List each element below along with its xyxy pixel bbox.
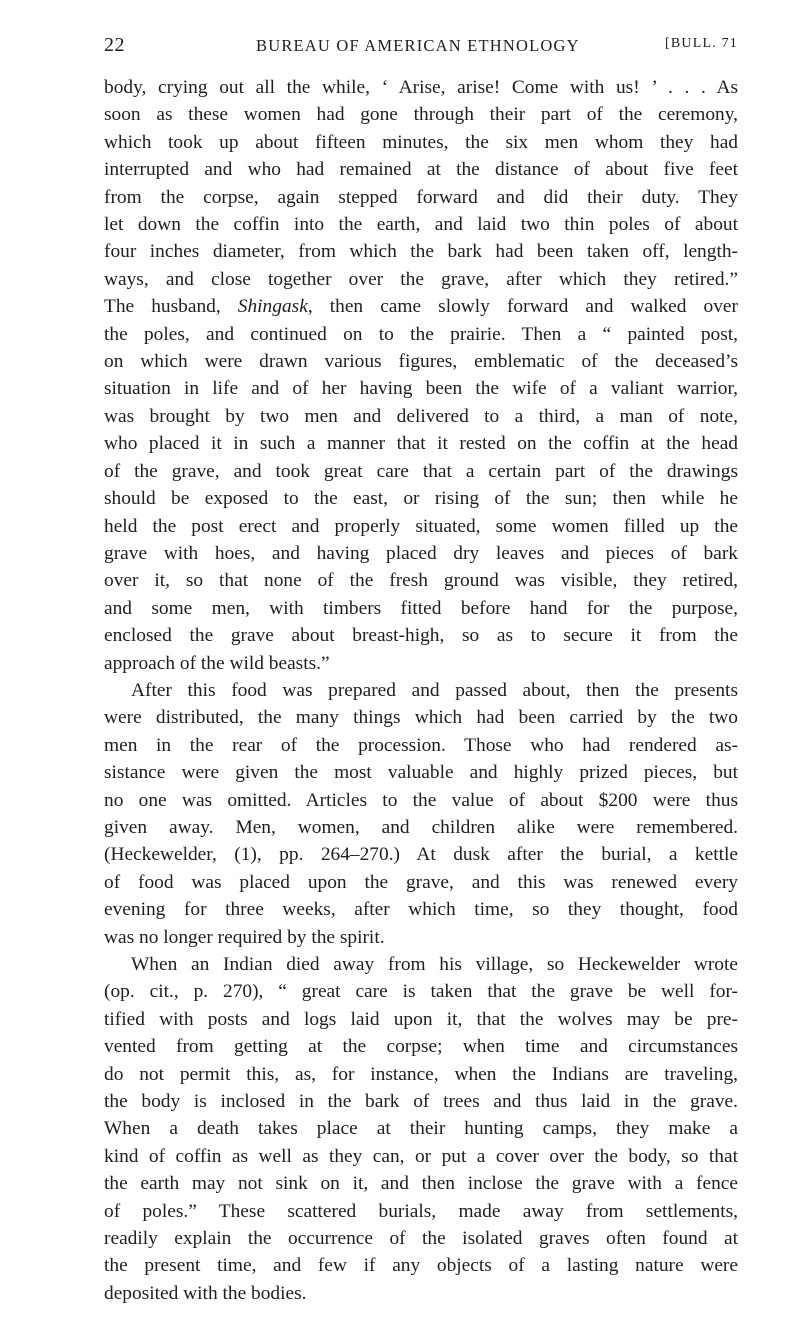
- text-line: over it, so that none of the fresh ground was visible, they retired,: [104, 570, 738, 592]
- text-line: no one was omitted. Articles to the value of about $200 were thus: [104, 789, 738, 811]
- paragraph-1: [104, 74, 738, 677]
- text-line: (op. cit., p. 270), “ great care is taken that the grave be well for-: [104, 981, 738, 1003]
- text-line: of the grave, and took great care that a certain part of the drawings: [104, 460, 738, 482]
- text-line: the earth may not sink on it, and then inclose the grave with a fence: [104, 1173, 738, 1195]
- text-line: When a death takes place at their hunting camps, they make a: [104, 1118, 738, 1140]
- text-line: When an Indian died away from his village, so Heckewelder wrote: [131, 954, 738, 975]
- text-line: (Heckewelder, (1), pp. 264–270.) At dusk after the burial, a kettle: [104, 844, 738, 866]
- text-line: given away. Men, women, and children alike were remembered.: [104, 816, 738, 838]
- text-line: let down the coffin into the earth, and laid two thin poles of about: [104, 214, 738, 236]
- text-line: of poles.” These scattered burials, made away from settlements,: [104, 1200, 738, 1222]
- text-line: grave with hoes, and having placed dry leaves and pieces of bark: [104, 542, 738, 564]
- text-line: on which were drawn various figures, emblematic of the deceased’s: [104, 351, 738, 373]
- body-text: [104, 74, 738, 1307]
- text-line: readily explain the occurrence of the isolated graves often found at: [104, 1228, 738, 1250]
- text-line: was brought by two men and delivered to a third, a man of note,: [104, 405, 738, 427]
- text-line: sistance were given the most valuable and highly prized pieces, but: [104, 762, 738, 784]
- text-line: vented from getting at the corpse; when time and circumstances: [104, 1036, 738, 1058]
- text-line: who placed it in such a manner that it rested on the coffin at the head: [104, 433, 738, 455]
- text-line: the body is inclosed in the bark of trees and thus laid in the grave.: [104, 1091, 738, 1113]
- text-line: which took up about fifteen minutes, the six men whom they had: [104, 131, 738, 153]
- text-line: tified with posts and logs laid upon it, that the wolves may be pre-: [104, 1008, 738, 1030]
- page: [104, 0, 738, 1327]
- text-line: deposited with the bodies.: [104, 1282, 307, 1304]
- text-line: The husband, Shingask, then came slowly forward and walked over: [104, 296, 738, 318]
- running-head-title: BUREAU OF AMERICAN ETHNOLOGY: [256, 36, 580, 55]
- text-line: approach of the wild beasts.”: [104, 652, 330, 674]
- text-line: of food was placed upon the grave, and this was renewed every: [104, 871, 738, 893]
- paragraph-2: [104, 677, 738, 951]
- italic-name: Shingask: [237, 296, 308, 318]
- running-head: [104, 34, 738, 64]
- text-line: held the post erect and properly situated, some women filled up the: [104, 515, 738, 537]
- text-line: After this food was prepared and passed about, then the presents: [131, 679, 738, 701]
- paragraph-3: [104, 951, 738, 1307]
- text-line: kind of coffin as well as they can, or put a cover over the body, so that: [104, 1145, 738, 1167]
- text-line: and some men, with timbers fitted before hand for the purpose,: [104, 597, 738, 619]
- text-line: the present time, and few if any objects of a lasting nature were: [104, 1255, 738, 1277]
- text-line: from the corpse, again stepped forward and did their duty. They: [104, 186, 738, 208]
- text-line: four inches diameter, from which the bark had been taken off, length-: [104, 241, 738, 263]
- text-line: ways, and close together over the grave, after which they retired.”: [104, 268, 738, 290]
- page-number: 22: [104, 34, 125, 56]
- running-head-bulletin: [BULL. 71: [664, 36, 738, 51]
- text-line: enclosed the grave about breast-high, so as to secure it from the: [104, 625, 738, 647]
- text-line: soon as these women had gone through their part of the ceremony,: [104, 104, 738, 126]
- text-line: men in the rear of the procession. Those who had rendered as-: [104, 734, 738, 756]
- text-line: was no longer required by the spirit.: [104, 926, 385, 948]
- text-line: do not permit this, as, for instance, when the Indians are traveling,: [104, 1063, 738, 1085]
- text-line: interrupted and who had remained at the distance of about five feet: [104, 159, 738, 181]
- text-line: the poles, and continued on to the prairie. Then a “ painted post,: [104, 323, 738, 345]
- text-line: were distributed, the many things which had been carried by the two: [104, 707, 738, 729]
- text-line: body, crying out all the while, ‘ Arise, arise! Come with us! ’ . . . As: [104, 77, 738, 98]
- text-line: evening for three weeks, after which time, so they thought, food: [104, 899, 738, 921]
- text-line: situation in life and of her having been the wife of a valiant warrior,: [104, 378, 738, 400]
- text-line: should be exposed to the east, or rising of the sun; then while he: [104, 488, 738, 510]
